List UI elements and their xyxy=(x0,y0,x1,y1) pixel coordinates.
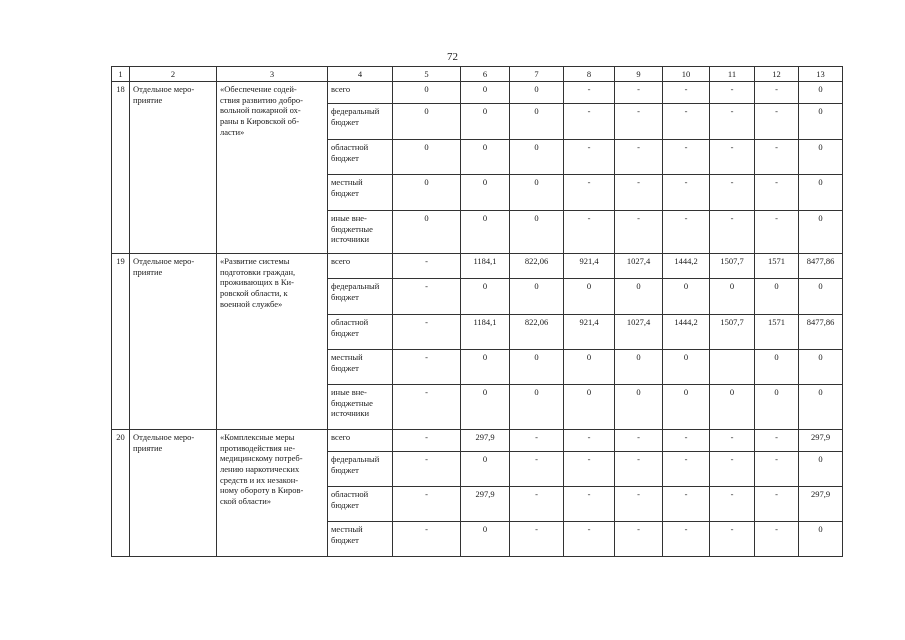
value-cell: 0 xyxy=(510,82,564,104)
value-cell: 0 xyxy=(461,522,510,557)
value-cell: - xyxy=(755,82,799,104)
value-cell: - xyxy=(663,175,710,211)
value-cell: - xyxy=(393,315,461,350)
value-cell: 0 xyxy=(461,385,510,430)
column-header: 8 xyxy=(564,67,615,82)
value-cell: 0 xyxy=(461,140,510,175)
value-cell: 1027,4 xyxy=(615,254,663,279)
value-cell: - xyxy=(393,350,461,385)
value-cell: 0 xyxy=(461,279,510,315)
value-cell: - xyxy=(510,452,564,487)
value-cell: 1571 xyxy=(755,254,799,279)
value-cell: 0 xyxy=(799,452,843,487)
value-cell: 0 xyxy=(510,279,564,315)
value-cell: - xyxy=(615,522,663,557)
value-cell: 8477,86 xyxy=(799,315,843,350)
value-cell: 0 xyxy=(615,279,663,315)
funding-source-cell: всего xyxy=(328,430,393,452)
column-header: 6 xyxy=(461,67,510,82)
value-cell: 0 xyxy=(755,350,799,385)
funding-source-cell: всего xyxy=(328,254,393,279)
value-cell: - xyxy=(510,522,564,557)
funding-source-cell: местный бюджет xyxy=(328,175,393,211)
value-cell: 921,4 xyxy=(564,315,615,350)
value-cell: - xyxy=(393,254,461,279)
table-row xyxy=(112,82,843,104)
value-cell: 0 xyxy=(799,140,843,175)
value-cell: 0 xyxy=(510,175,564,211)
value-cell: - xyxy=(564,140,615,175)
value-cell: - xyxy=(564,487,615,522)
table-body xyxy=(112,67,843,557)
column-header: 9 xyxy=(615,67,663,82)
funding-source-cell: федеральный бюджет xyxy=(328,452,393,487)
value-cell: 1184,1 xyxy=(461,254,510,279)
value-cell: 0 xyxy=(710,279,755,315)
value-cell: - xyxy=(663,522,710,557)
value-cell: 297,9 xyxy=(799,487,843,522)
value-cell: - xyxy=(710,522,755,557)
value-cell: - xyxy=(663,211,710,254)
value-cell: - xyxy=(564,82,615,104)
status-cell: Отдельное меро- приятие xyxy=(130,254,217,430)
funding-source-cell: областной бюджет xyxy=(328,140,393,175)
value-cell: 0 xyxy=(461,452,510,487)
value-cell: - xyxy=(564,430,615,452)
value-cell: - xyxy=(615,487,663,522)
value-cell: 0 xyxy=(393,82,461,104)
value-cell: - xyxy=(755,211,799,254)
value-cell: - xyxy=(710,140,755,175)
value-cell: 0 xyxy=(393,140,461,175)
value-cell: 921,4 xyxy=(564,254,615,279)
value-cell: 0 xyxy=(393,175,461,211)
value-cell: 0 xyxy=(755,279,799,315)
column-header: 2 xyxy=(130,67,217,82)
value-cell: 0 xyxy=(710,385,755,430)
value-cell: 0 xyxy=(461,104,510,140)
value-cell: - xyxy=(564,522,615,557)
value-cell: - xyxy=(663,104,710,140)
value-cell: - xyxy=(663,430,710,452)
value-cell: 0 xyxy=(510,104,564,140)
value-cell: 0 xyxy=(510,211,564,254)
value-cell: - xyxy=(755,175,799,211)
value-cell: 822,06 xyxy=(510,315,564,350)
program-name-cell: «Комплексные меры противодействия не- медицинскому потреб- лению наркотических средств и их незакон- ному обороту в Киров- ской области» xyxy=(217,430,328,557)
table-row xyxy=(112,254,843,279)
value-cell: 0 xyxy=(510,140,564,175)
value-cell: 1507,7 xyxy=(710,254,755,279)
value-cell: - xyxy=(710,211,755,254)
value-cell: 0 xyxy=(393,104,461,140)
funding-source-cell: местный бюджет xyxy=(328,522,393,557)
value-cell: - xyxy=(564,211,615,254)
value-cell: 0 xyxy=(799,350,843,385)
value-cell: 297,9 xyxy=(461,430,510,452)
value-cell: 0 xyxy=(510,350,564,385)
value-cell: - xyxy=(393,385,461,430)
value-cell: - xyxy=(615,82,663,104)
column-header: 13 xyxy=(799,67,843,82)
value-cell: - xyxy=(755,104,799,140)
value-cell: - xyxy=(710,430,755,452)
status-cell: Отдельное меро- приятие xyxy=(130,430,217,557)
funding-source-cell: всего xyxy=(328,82,393,104)
value-cell: - xyxy=(564,452,615,487)
value-cell: - xyxy=(615,175,663,211)
header-row xyxy=(112,67,843,82)
value-cell: 0 xyxy=(663,350,710,385)
value-cell: 0 xyxy=(393,211,461,254)
value-cell: - xyxy=(564,104,615,140)
value-cell: 0 xyxy=(799,104,843,140)
value-cell: 0 xyxy=(510,385,564,430)
column-header: 11 xyxy=(710,67,755,82)
value-cell: - xyxy=(615,104,663,140)
value-cell: - xyxy=(663,452,710,487)
funding-source-cell: областной бюджет xyxy=(328,487,393,522)
value-cell xyxy=(710,350,755,385)
value-cell: - xyxy=(615,430,663,452)
value-cell: 0 xyxy=(663,385,710,430)
column-header: 7 xyxy=(510,67,564,82)
value-cell: - xyxy=(615,140,663,175)
value-cell: - xyxy=(663,82,710,104)
program-name-cell: «Развитие системы подготовки граждан, проживающих в Ки- ровской области, к военной службе» xyxy=(217,254,328,430)
value-cell: 1507,7 xyxy=(710,315,755,350)
value-cell: - xyxy=(755,140,799,175)
value-cell: - xyxy=(710,452,755,487)
column-header: 4 xyxy=(328,67,393,82)
funding-source-cell: местный бюджет xyxy=(328,350,393,385)
funding-source-cell: иные вне- бюджетные источники xyxy=(328,385,393,430)
value-cell: - xyxy=(393,522,461,557)
value-cell: - xyxy=(755,452,799,487)
column-header: 3 xyxy=(217,67,328,82)
value-cell: - xyxy=(710,487,755,522)
value-cell: 8477,86 xyxy=(799,254,843,279)
value-cell: 1027,4 xyxy=(615,315,663,350)
value-cell: - xyxy=(564,175,615,211)
value-cell: 0 xyxy=(755,385,799,430)
value-cell: 0 xyxy=(461,175,510,211)
page-number: 72 xyxy=(447,51,458,63)
value-cell: 0 xyxy=(799,522,843,557)
value-cell: - xyxy=(615,452,663,487)
program-name-cell: «Обеспечение содей- ствия развитию добро- вольной пожарной ох- раны в Кировской об- ласти» xyxy=(217,82,328,254)
column-header: 5 xyxy=(393,67,461,82)
value-cell: 297,9 xyxy=(461,487,510,522)
value-cell: 822,06 xyxy=(510,254,564,279)
value-cell: 0 xyxy=(461,350,510,385)
value-cell: 1444,2 xyxy=(663,315,710,350)
value-cell: - xyxy=(663,140,710,175)
value-cell: - xyxy=(755,487,799,522)
value-cell: - xyxy=(755,522,799,557)
value-cell: 0 xyxy=(799,175,843,211)
row-number: 20 xyxy=(112,430,130,557)
value-cell: - xyxy=(755,430,799,452)
funding-source-cell: областной бюджет xyxy=(328,315,393,350)
value-cell: 0 xyxy=(799,211,843,254)
value-cell: 0 xyxy=(663,279,710,315)
value-cell: - xyxy=(710,82,755,104)
value-cell: 0 xyxy=(799,385,843,430)
funding-source-cell: иные вне- бюджетные источники xyxy=(328,211,393,254)
value-cell: - xyxy=(615,211,663,254)
value-cell: 0 xyxy=(564,385,615,430)
budget-table xyxy=(111,66,843,557)
value-cell: - xyxy=(510,487,564,522)
value-cell: 1444,2 xyxy=(663,254,710,279)
value-cell: 0 xyxy=(799,279,843,315)
value-cell: - xyxy=(710,175,755,211)
table-row xyxy=(112,430,843,452)
column-header: 12 xyxy=(755,67,799,82)
value-cell: 0 xyxy=(461,211,510,254)
value-cell: - xyxy=(663,487,710,522)
value-cell: 1571 xyxy=(755,315,799,350)
value-cell: 297,9 xyxy=(799,430,843,452)
funding-source-cell: федеральный бюджет xyxy=(328,279,393,315)
value-cell: - xyxy=(710,104,755,140)
value-cell: 0 xyxy=(564,350,615,385)
value-cell: - xyxy=(393,279,461,315)
value-cell: - xyxy=(393,452,461,487)
value-cell: 0 xyxy=(564,279,615,315)
column-header: 10 xyxy=(663,67,710,82)
column-header: 1 xyxy=(112,67,130,82)
value-cell: 0 xyxy=(461,82,510,104)
value-cell: - xyxy=(393,430,461,452)
value-cell: 0 xyxy=(615,385,663,430)
value-cell: 0 xyxy=(615,350,663,385)
status-cell: Отдельное меро- приятие xyxy=(130,82,217,254)
value-cell: - xyxy=(393,487,461,522)
value-cell: 1184,1 xyxy=(461,315,510,350)
row-number: 19 xyxy=(112,254,130,430)
value-cell: 0 xyxy=(799,82,843,104)
funding-source-cell: федеральный бюджет xyxy=(328,104,393,140)
value-cell: - xyxy=(510,430,564,452)
row-number: 18 xyxy=(112,82,130,254)
